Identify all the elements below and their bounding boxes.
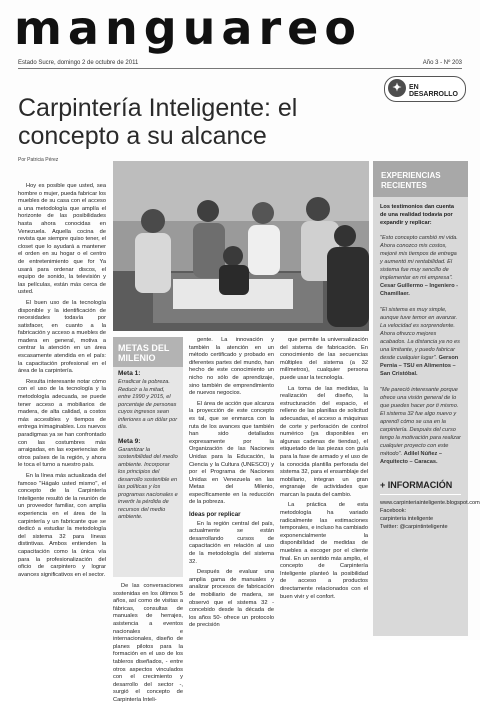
article-column-3 <box>189 337 274 633</box>
issue-number: Año 3 - Nº 203 <box>422 60 462 66</box>
header-divider <box>18 68 462 69</box>
facebook-link[interactable]: carpinteria inteligente <box>380 516 434 522</box>
blog-link[interactable]: www.carpinteriainteligente.blogspot.com <box>380 500 480 506</box>
masthead-logo: manguareo <box>14 1 362 55</box>
meta-item <box>113 367 183 435</box>
subheading-ideas: Ideas por replicar <box>189 511 241 519</box>
article-column-1 <box>18 183 106 582</box>
metas-title: METAS DEL MILENIO <box>113 337 183 367</box>
meta-text: Garantizar la sostenibilidad del medio ambiente. Incorporar los principios del desarrollo sostenible en las políticas y los programas nacionales e invertir la pérdida de recursos del medio ambiente. <box>118 446 178 520</box>
paragraph: De las conversaciones sostenidas en los últimos 5 años, así como de visitas a fábricas, consultas de manuales de herrajes, asistencia a eventos nacionales e internacionales, diseño de planes pilotos para la formación en el uso de los tableros diseñados, - entre otros aspectos vinculados con el crecimiento y desarrollo del sector -, surgió el concepto de Carpintería Inteli- <box>113 583 183 703</box>
mas-informacion-heading: + INFORMACIÓN <box>380 480 453 490</box>
paragraph: La práctica de esta metodología ha variado radicalmente las estimaciones temporales, e incluso ha cambiado exponencialmente la disponibilidad de medidas de muebles a escoger por el cliente final. En un sentido más amplio, el concepto de Carpintería Inteligente planteó la posibilidad de acceso a productos directamente relacionados con el buen vivir y el confort. <box>280 502 368 600</box>
testimonial <box>373 382 468 470</box>
meta-text: Erradicar la pobreza. Reducir a la mitad, entre 1990 y 2015, el porcentaje de personas cuyos ingresos sean inferiores a un dólar por día. <box>118 379 178 430</box>
paragraph: La toma de las medidas, la realización del diseño, la estructuración del espacio, el relleno de las planillas de solicitud adecuadas, el acceso a máquinas de corte y perforación de control numérico (ya disponibles en algunas cadenas de tiendas), el etiquetado de las piezas con guía para la fase de armado y el uso de la conocida plantilla perforada del sistema 32, para el ensamblaje del mobiliario, integran un gran engranaje de actividades que marcan la pauta del cambio. <box>280 385 368 498</box>
meta-title: Meta 9: <box>118 437 141 445</box>
paragraph: El área de acción que alcanza la proyección de este concepto es tal, que se enmarca con la ruta de los avances que también han sido detallados expresamente por la Organización de las Naciones Unidas para la Educación, la Ciencia y la Cultura (UNESCO) y por el Programa de Naciones Unidas en Venezuela en las Metas del Milenio, específicamente en la reducción de la pobreza. <box>189 400 274 506</box>
section-tag <box>384 76 466 102</box>
testimonial-author: Adilel Núñez – Arquitecto – Caracas. <box>380 451 442 465</box>
testimonial <box>373 230 468 302</box>
divider <box>380 494 461 495</box>
facebook-label: Facebook: <box>380 508 407 514</box>
meta-title: Meta 1: <box>118 370 141 377</box>
testimonial-text: "Esto concepto cambió mi vida. Ahora conozco mis costos, mejoré mis tiempos de entrega y aumentó mi rentabilidad. El sistema fue muy sencillo de implementar en mi empresa". <box>380 235 458 281</box>
article-photo <box>113 161 369 331</box>
meta-item <box>113 435 183 525</box>
testimonial-author: Cesar Guillermo – Ingeniero - Chamillaer. <box>380 283 459 297</box>
experiencias-sidebar <box>373 161 480 636</box>
testimonial <box>373 302 468 382</box>
paragraph: Después de evaluar una amplia gama de manuales y analizar procesos de fabricación de mobiliario de madera, se observó que el sistema 32 -concebido desde la década de los años 50- ofrece un protocolo de precisión <box>189 569 274 629</box>
testimonial-text: "El sistema es muy simple, aunque tuve temor en avanzar. La velocidad es sorprendente. Ahora ofrezco mejores acabados. La distancia ya no es una limitante, y puedo fabricar desde cualquier lugar". <box>380 307 460 361</box>
paragraph: que permite la universalización del sistema de fabricación. En conocimiento de las secuencias múltiples del sistema (a 32 milímetros), cualquier persona puede usar la tecnología. <box>280 337 368 381</box>
sidebar-title: EXPERIENCIAS RECIENTES <box>373 161 468 197</box>
byline: Por Patricia Pérez <box>18 157 59 163</box>
testimonial-author: Gerson Pernia – TSU en Alimentos – San Cristóbal. <box>380 355 459 377</box>
sidebar-intro: Los testimonios dan cuenta de una realidad todavía por expandir y replicar: <box>380 204 454 226</box>
contact-links <box>373 499 480 531</box>
paragraph: Resulta interesante notar cómo con el uso de la tecnología y la metodología adecuada, se puede tener acceso a mobiliarios de madera, de alta calidad, a costos más accesibles y tiempos de entrega inimaginables. Los nuevos paradigmas ya se han confrontado con las costumbres más arraigadas, en las experiencias de otros países de la región, y ahora le toca el turno a nuestro país. <box>18 378 106 469</box>
article-column-4 <box>280 337 368 604</box>
paragraph: En la región central del país, actualmente se están desarrollando cursos de capacitación en relación al uso de la metodología del sistema 32. <box>189 520 274 565</box>
dateline: Estado Sucre, domingo 2 de octubre de 2011 <box>18 60 139 66</box>
headline: Carpintería Inteligente: el concepto a su alcance <box>18 94 298 150</box>
twitter-link[interactable]: Twitter: @carpintinteligente <box>380 524 448 530</box>
paragraph: gente. La innovación y también la atención en un método certificado y probado en diferentes partes del mundo, han hecho de este conocimiento un nicho no sólo de aprendizaje, sino también de emprendimiento de nuevos negocios. <box>189 337 274 397</box>
gear-icon: ✦ <box>388 79 406 97</box>
paragraph: El buen uso de la tecnología disponible y la identificación de necesidades todavía por satisfacer, en cuanto a la fabricación y acceso a muebles de madera en general, motiva a centrar la atención en un área escasamente atendida en el país: la capacitación profesional en el área de la carpintería. <box>18 299 106 375</box>
paragraph: Hoy es posible que usted, sea hombre o mujer, pueda fabricar los muebles de su casa con el acceso a una metodología que amplía el horizonte de las posibilidades hasta ahora conocidas en Venezuela. Aquella cocina de revista que siempre quiso tener, el closet que lo ayudará a mantener el orden en su hogar o el centro de entretenimiento que for Ya usará para ordenar discos, el equipo de sonido, la televisión y las películas, están más cerca de usted. <box>18 183 106 296</box>
paragraph: En la línea más actualizada del famoso "Hágalo usted mismo", el concepto de la Carpintería Inteligente resultó de la reunión de un proveedor familiar, con amplia experiencia en el área de la carpintería y un fabricante que se dedicó a estudiar la metodología del sistema 32 para lineas distintivas. Ambos entienden la capacitación como la única vía para la profesionalización del oficio de carpintero y lograr avances significativos en el sector. <box>18 472 106 578</box>
testimonial-text: "Me pareció interesante porque ofrece una visión general de lo que puedes hacer por ti mismo. El sistema 32 fue algo nuevo y aprendí cómo se usa en la carpintería. Después del curso tengo la motivación para realizar cualquier proyecto con este método". <box>380 387 461 457</box>
metas-del-milenio-box <box>113 337 183 577</box>
section-tag-label: EN DESARROLLO <box>409 84 458 98</box>
article-column-2 <box>113 583 183 708</box>
